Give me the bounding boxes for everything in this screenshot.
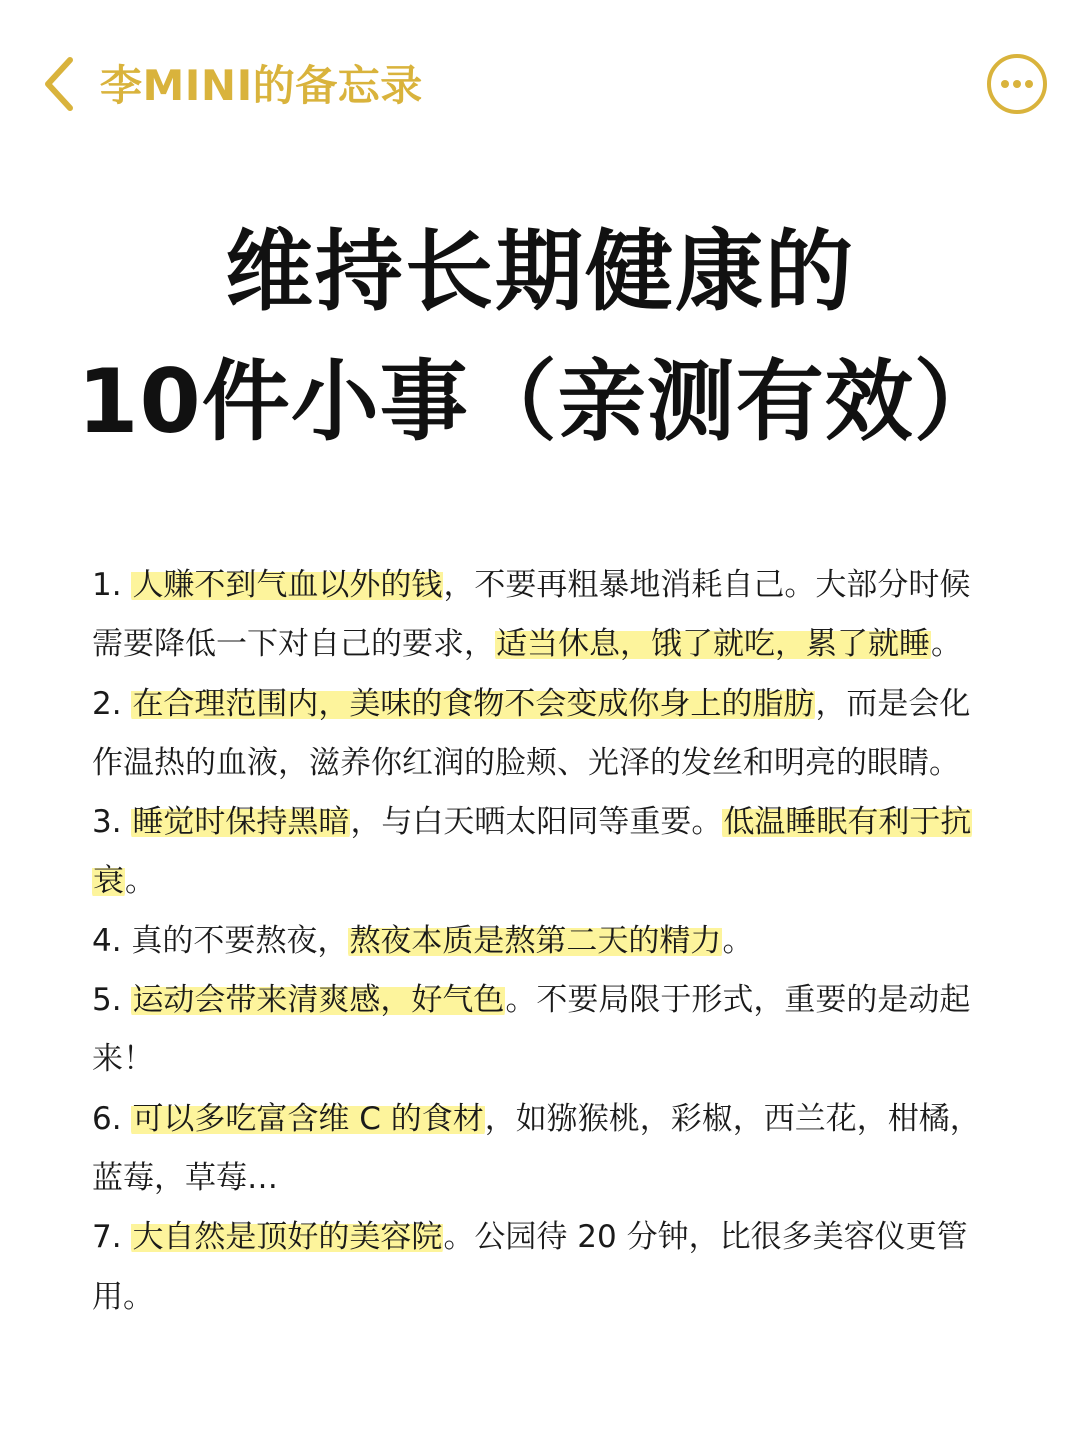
highlighted-text: 人赚不到气血以外的钱 [132, 567, 443, 603]
highlighted-text: 睡觉时保持黑暗 [132, 804, 350, 841]
note-body [92, 556, 997, 1327]
highlighted-text: 运动会带来清爽感，好气色 [132, 982, 505, 1019]
navigation-bar [0, 0, 1080, 170]
list-item [92, 1090, 997, 1209]
item-text: 。 [722, 922, 754, 959]
list-item [92, 675, 997, 794]
item-text: 。公园待 20 分钟，比很多美容仪更管用。 [92, 1219, 968, 1315]
item-text: 3. [92, 804, 132, 841]
highlighted-text: 适当休息，饿了就吃，累了就睡 [496, 626, 930, 663]
heading-line-2: 10件小事（亲测有效） [77, 350, 1003, 453]
list-item [92, 912, 997, 971]
list-item [92, 793, 997, 912]
list-item [92, 1208, 997, 1327]
memo-title: 李MINI的备忘录 [100, 61, 423, 110]
item-text: 。 [931, 626, 962, 663]
item-text: 2. [92, 685, 132, 722]
item-text: 6. [92, 1100, 132, 1137]
heading-line-1: 维持长期健康的 [224, 220, 855, 323]
item-text: ，如猕猴桃，彩椒，西兰花，柑橘，蓝莓，草莓… [92, 1100, 981, 1196]
more-options-button[interactable] [986, 53, 1048, 115]
highlighted-text: 大自然是顶好的美容院 [132, 1219, 443, 1256]
item-text: ，而是会化作温热的血液，滋养你红润的脸颊、光泽的发丝和明亮的眼睛。 [92, 685, 971, 781]
list-item [92, 556, 997, 675]
item-text: ，与白天晒太阳同等重要。 [350, 804, 723, 841]
item-text: 。 [125, 863, 156, 900]
highlighted-text: 低温睡眠有利于抗衰 [93, 804, 972, 900]
item-text: 1. [92, 567, 132, 603]
ellipsis-circle-icon [986, 53, 1048, 115]
item-text: 4. 真的不要熬夜， [92, 922, 349, 959]
chevron-left-icon [38, 55, 78, 113]
highlighted-text: 可以多吃富含维 C 的食材 [132, 1100, 484, 1137]
item-text: 。不要局限于形式，重要的是动起来！ [92, 982, 971, 1078]
item-text: 5. [92, 982, 132, 1019]
list-item [92, 971, 997, 1090]
item-text: ，不要再粗暴地消耗自己。大部分时候需要降低一下对自己的要求， [92, 567, 971, 663]
highlighted-text: 在合理范围内，美味的食物不会变成你身上的脂肪 [132, 685, 815, 722]
item-text: 7. [92, 1219, 132, 1256]
back-button[interactable] [30, 52, 86, 116]
highlighted-text: 熬夜本质是熬第二天的精力 [349, 922, 722, 959]
